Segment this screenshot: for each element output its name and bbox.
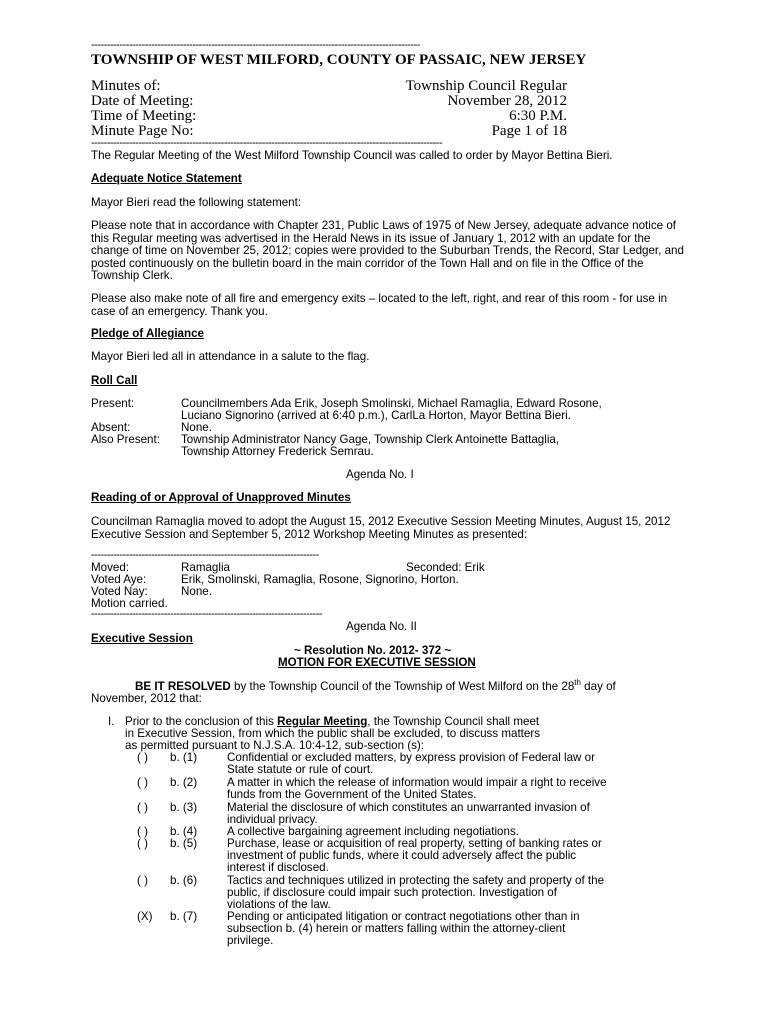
- also-present-label: Also Present:: [91, 433, 160, 446]
- subsection-text: Tactics and techniques utilized in protecting the safety and property of the: [227, 874, 605, 887]
- subsection-checkbox: ( ): [137, 801, 148, 814]
- subsection-checkbox: ( ): [137, 751, 148, 764]
- item-1-line-1-bold: Regular Meeting: [277, 715, 368, 728]
- absent-label: Absent:: [91, 421, 131, 434]
- subsection-text: subsection b. (4) herein or matters falling within the attorney-client: [227, 922, 566, 935]
- voted-nay-label: Voted Nay:: [91, 585, 148, 598]
- also-present-line-2: Township Attorney Frederick Semrau.: [181, 445, 374, 458]
- subsection-text: public, if disclosure could impair such protection. Investigation of: [227, 886, 557, 899]
- pledge-heading: Pledge of Allegiance: [91, 327, 204, 340]
- subsection-text: Pending or anticipated litigation or contract negotiations other than in: [227, 910, 580, 923]
- motion-title: MOTION FOR EXECUTIVE SESSION: [278, 656, 476, 669]
- subsection-code: b. (2): [170, 776, 198, 789]
- resolved-line-2: November, 2012 that:: [91, 692, 202, 705]
- item-1-line-1-post: , the Township Council shall meet: [367, 715, 540, 728]
- notice-heading: Adequate Notice Statement: [91, 172, 242, 185]
- subsection-text: State statute or rule of court.: [227, 763, 374, 776]
- subsection-text: A collective bargaining agreement including negotiations.: [227, 825, 519, 838]
- present-line-1: Councilmembers Ada Erik, Joseph Smolinski, Michael Ramaglia, Edward Rosone,: [181, 397, 602, 410]
- subsection-code: b. (1): [170, 751, 198, 764]
- subsection-text: A matter in which the release of information would impair a right to receive: [227, 776, 607, 789]
- voted-nay-value: None.: [181, 585, 212, 598]
- subsection-code: b. (3): [170, 801, 198, 814]
- present-label: Present:: [91, 397, 135, 410]
- subsection-text: violations of the law.: [227, 898, 331, 911]
- subsection-text: Confidential or excluded matters, by express provision of Federal law or: [227, 751, 595, 764]
- value-time-of-meeting: 6:30 P.M.: [509, 108, 567, 124]
- township-title: TOWNSHIP OF WEST MILFORD, COUNTY OF PASSAIC, NEW JERSEY: [91, 52, 587, 68]
- value-minutes-of: Township Council Regular: [405, 78, 567, 94]
- resolved-sup: th: [574, 678, 581, 688]
- agenda-2-label: Agenda No. II: [346, 620, 417, 633]
- header-rule-bottom: ---------------------------------------------------------------------------------------------------------------: [91, 137, 443, 149]
- subsection-code: b. (7): [170, 910, 198, 923]
- resolved-bold: BE IT RESOLVED: [135, 680, 231, 693]
- subsection-code: b. (5): [170, 837, 198, 850]
- subsection-checkbox: ( ): [137, 874, 148, 887]
- label-date-of-meeting: Date of Meeting:: [91, 93, 194, 109]
- label-time-of-meeting: Time of Meeting:: [91, 108, 197, 124]
- subsection-code: b. (4): [170, 825, 198, 838]
- subsection-text: funds from the Government of the United States.: [227, 788, 477, 801]
- label-minutes-of: Minutes of:: [91, 78, 161, 94]
- subsection-code: b. (6): [170, 874, 198, 887]
- subsection-text: privilege.: [227, 934, 274, 947]
- value-minute-page-no: Page 1 of 18: [491, 123, 567, 139]
- pledge-text: Mayor Bieri led all in attendance in a salute to the flag.: [91, 350, 370, 363]
- also-present-line-1: Township Administrator Nancy Gage, Township Clerk Antoinette Battaglia,: [181, 433, 560, 446]
- absent-value: None.: [181, 421, 212, 434]
- subsection-checkbox: ( ): [137, 837, 148, 850]
- item-1-line-1-pre: Prior to the conclusion of this: [125, 715, 278, 728]
- subsection-checkbox: (X): [137, 910, 153, 923]
- resolved-text: by the Township Council of the Township of West Milford on the 28: [230, 680, 575, 693]
- item-1-numeral: I.: [108, 715, 115, 728]
- agenda-1-label: Agenda No. I: [346, 468, 414, 481]
- agenda-2-heading: Executive Session: [91, 632, 193, 645]
- item-1-line-2: in Executive Session, from which the public shall be excluded, to discuss matters: [125, 727, 540, 740]
- notice-read-text: Mayor Bieri read the following statement:: [91, 196, 302, 209]
- voted-aye-label: Voted Aye:: [91, 573, 147, 586]
- present-line-2: Luciano Signorino (arrived at 6:40 p.m.), CarlLa Horton, Mayor Bettina Bieri.: [181, 409, 571, 422]
- resolved-line-1: [135, 678, 616, 694]
- subsection-checkbox: ( ): [137, 776, 148, 789]
- seconded-text: Seconded: Erik: [406, 561, 485, 574]
- subsection-checkbox: ( ): [137, 825, 148, 838]
- moved-value: Ramaglia: [181, 561, 230, 574]
- subsection-text: Purchase, lease or acquisition of real property, setting of banking rates or: [227, 837, 602, 850]
- value-date-of-meeting: November 28, 2012: [447, 93, 567, 109]
- subsection-text: individual privacy.: [227, 813, 318, 826]
- label-minute-page-no: Minute Page No:: [91, 123, 194, 139]
- notice-paragraph-1: Please note that in accordance with Chapter 231, Public Laws of 1975 of New Jersey, adequate advance notice of this Regular meeting was advertised in the Herald News in its issue of January 1, 2012 with an update for the change of time on November 25, 2012; copies were provided to the Suburban Trends, the Record, Star Ledger, and posted continuously on the bulletin board in the main corridor of the Town Hall and on file in the Office of the Township Clerk.: [91, 219, 684, 282]
- subsection-text: interest if disclosed.: [227, 861, 329, 874]
- header-rule-top: --------------------------------------------------------------------------------------------------------: [91, 39, 420, 51]
- agenda-1-text: Councilman Ramaglia moved to adopt the August 15, 2012 Executive Session Meeting Minutes, August 15, 2012 Executive Session and September 5, 2012 Workshop Meeting Minutes as presented:: [91, 515, 671, 541]
- resolved-end: day of: [580, 680, 616, 693]
- notice-paragraph-2: Please also make note of all fire and emergency exits – located to the left, right, and rear of this room - for use in case of an emergency. Thank you.: [91, 292, 668, 318]
- motion-carried-text: Motion carried.: [91, 597, 168, 610]
- vote-rule-bottom: -------------------------------------------------------------------------: [91, 608, 322, 620]
- subsection-text: Material the disclosure of which constitutes an unwarranted invasion of: [227, 801, 590, 814]
- voted-aye-value: Erik, Smolinski, Ramaglia, Rosone, Signorino, Horton.: [181, 573, 459, 586]
- moved-label: Moved:: [91, 561, 130, 574]
- intro-text: The Regular Meeting of the West Milford Township Council was called to order by Mayor Bettina Bieri.: [91, 149, 613, 162]
- vote-rule-top: ------------------------------------------------------------------------: [91, 549, 319, 561]
- agenda-1-heading: Reading of or Approval of Unapproved Minutes: [91, 491, 351, 504]
- roll-call-heading: Roll Call: [91, 374, 138, 387]
- subsection-text: investment of public funds, where it could adversely affect the public: [227, 849, 577, 862]
- item-1-line-3: as permitted pursuant to N.J.S.A. 10:4-12, sub-section (s):: [125, 739, 424, 752]
- resolution-number: ~ Resolution No. 2012- 372 ~: [294, 644, 452, 657]
